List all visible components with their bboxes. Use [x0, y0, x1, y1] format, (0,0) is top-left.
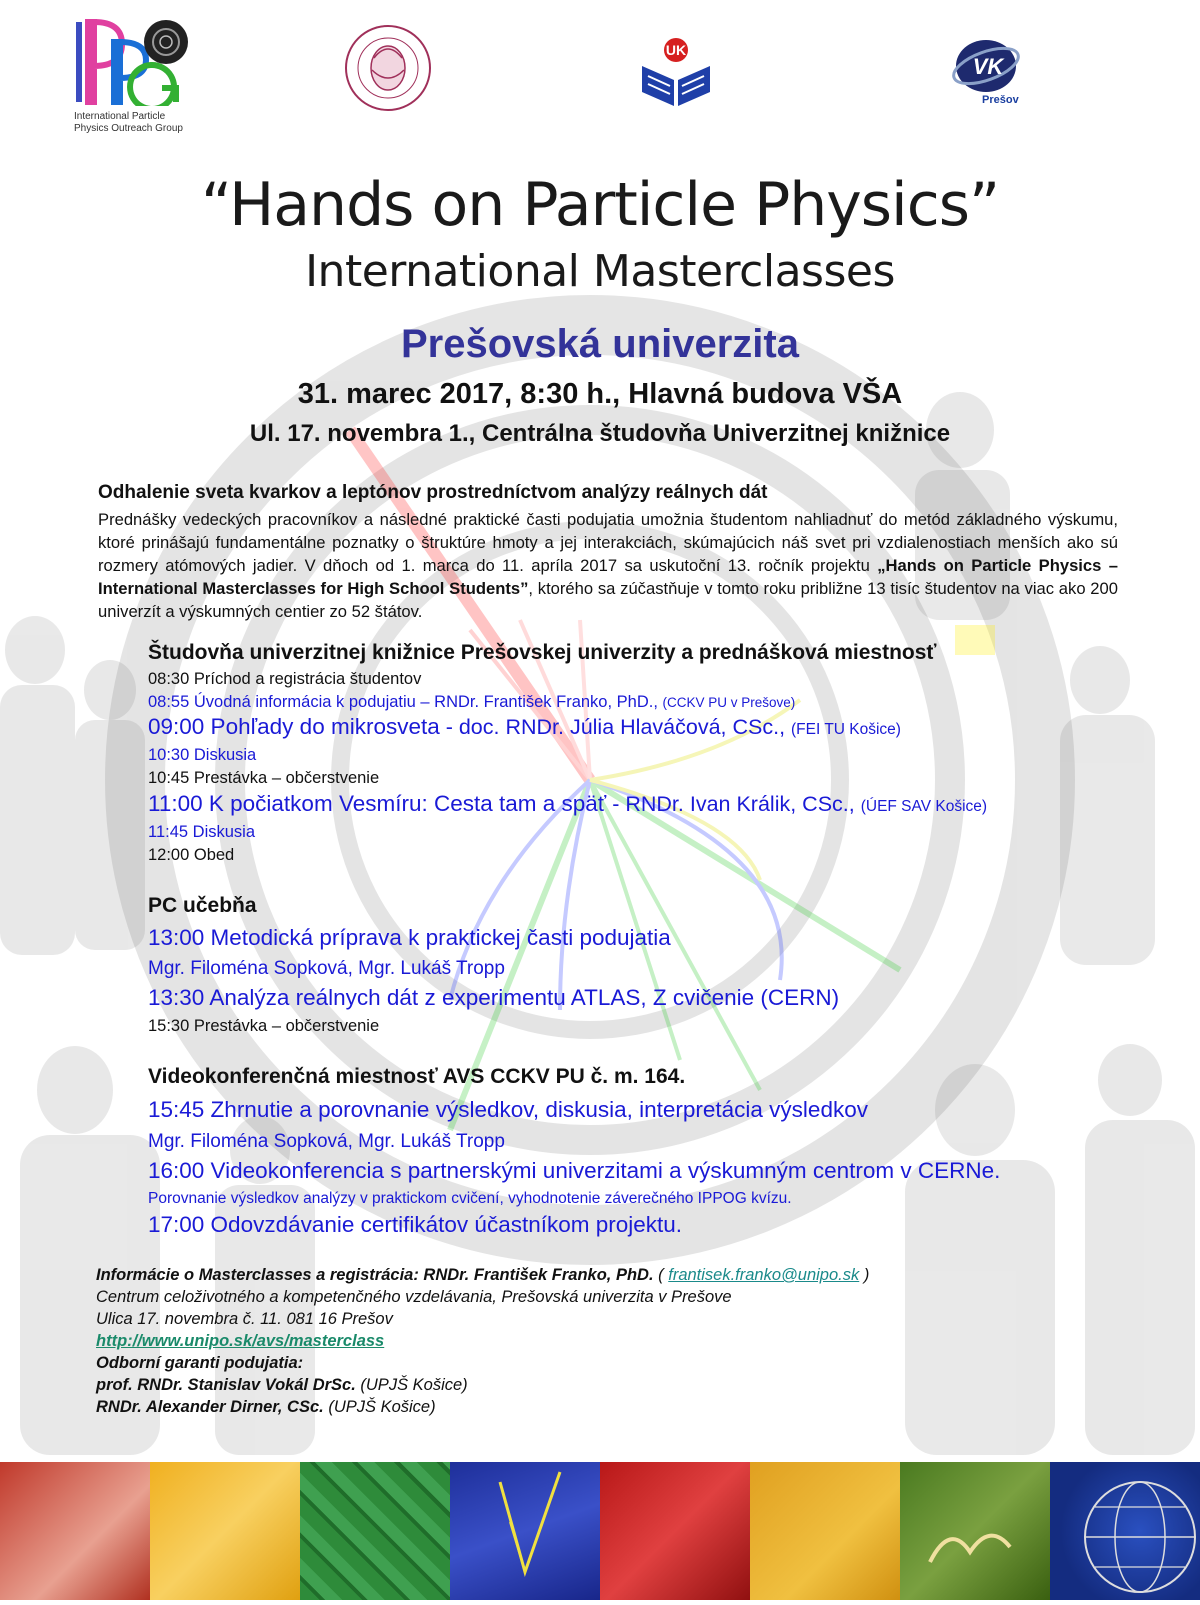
contact-info [96, 1264, 1096, 1418]
formula-emc2-icon [900, 1462, 1050, 1600]
vk-caption: Prešov [982, 94, 1019, 106]
event-address: Ul. 17. novembra 1., Centrálna študovňa Univerzitnej knižnice [249, 420, 951, 447]
guarantor-item [96, 1396, 1096, 1418]
section-heading: Študovňa univerzitnej knižnice Prešovskej univerzity a prednášková miestnosť [148, 641, 937, 664]
schedule-item: 12:00 Obed [148, 846, 235, 864]
schedule-item: 10:30 Diskusia [148, 746, 257, 764]
postal-address: Ulica 17. novembra č. 11. 081 16 Prešov [96, 1310, 393, 1328]
intro-paragraph [98, 508, 1118, 623]
lecture-affiliation: (ÚEF SAV Košice) [860, 798, 988, 815]
schedule-item-lecture [148, 714, 901, 740]
intro-heading: Odhalenie sveta kvarkov a leptónov prostredníctvom analýzy reálnych dát [98, 482, 768, 503]
schedule-item-note: Porovnanie výsledkov analýzy v praktickom cvičení, vyhodnotenie záverečného IPPOG kvízu. [148, 1190, 792, 1207]
paren: ) [859, 1266, 870, 1284]
schedule-item-speakers: Mgr. Filoména Sopková, Mgr. Lukáš Tropp [148, 958, 505, 979]
schedule-item: 11:45 Diskusia [148, 823, 256, 841]
schedule-item-text: 08:55 Úvodná informácia k podujatiu – RNDr. František Franko, PhD., [148, 693, 663, 711]
uk-logo-text: UK [665, 42, 687, 58]
schedule-item: 17:00 Odovzdávanie certifikátov účastníkom projektu. [148, 1212, 683, 1237]
ippog-caption-line2: Physics Outreach Group [74, 123, 183, 134]
intro-text-2: , ktorého sa zúčastňuje v tomto roku približne 13 tisíc študentov na viac ako 200 univerzít a výskumných centier zo 52 štátov. [98, 579, 1118, 621]
ippog-logo [74, 18, 204, 133]
schedule-item: 13:30 Analýza reálnych dát z experimentu ATLAS, Z cvičenie (CERN) [148, 985, 840, 1010]
decorative-image-strip [0, 1462, 1200, 1600]
schedule-item-affiliation: (CCKV PU v Prešove) [662, 695, 796, 710]
vk-presov-logo [952, 34, 1032, 114]
green-panel [300, 1462, 450, 1600]
guarantor-name: prof. RNDr. Stanislav Vokál DrSc. [96, 1376, 356, 1394]
lecture-speaker: - doc. RNDr. Júlia Hlaváčová, CSc., [439, 715, 792, 739]
lecture-speaker: - RNDr. Ivan Králik, CSc., [606, 792, 861, 816]
blue-event-panel [450, 1462, 600, 1600]
contact-label: Informácie o Masterclasses a registrácia: RNDr. František Franko, PhD. [96, 1266, 654, 1284]
guarantors-heading: Odborní garanti podujatia: [96, 1354, 304, 1372]
intro-project-name: „Hands on Particle Physics – International Masterclasses for High School Students” [98, 556, 1118, 598]
schedule-item: 08:30 Príchod a registrácia študentov [148, 670, 422, 688]
contact-line [96, 1264, 1096, 1286]
lecture-affiliation: (FEI TU Košice) [791, 721, 901, 738]
subtitle: International Masterclasses [305, 246, 895, 297]
university-name: Prešovská univerzita [401, 322, 799, 366]
guarantor-name: RNDr. Alexander Dirner, CSc. [96, 1398, 324, 1416]
schedule-item: 13:00 Metodická príprava k praktickej časti podujatia [148, 925, 671, 950]
globe-panel [1050, 1462, 1200, 1600]
schedule-item: 16:00 Videokonferencia s partnerskými univerzitami a výskumným centrom v CERNe. [148, 1158, 1001, 1183]
website-link[interactable]: http://www.unipo.sk/avs/masterclass [96, 1332, 385, 1350]
yellow-panel [150, 1462, 300, 1600]
organization-line: Centrum celoživotného a kompetenčného vzdelávania, Prešovská univerzita v Prešove [96, 1288, 732, 1306]
uk-library-logo [640, 36, 712, 108]
guarantor-institution: (UPJŠ Košice) [355, 1376, 468, 1394]
schedule-item-lecture [148, 791, 987, 817]
paren: ( [653, 1266, 669, 1284]
vk-logo-text: VK [972, 54, 1004, 79]
guarantor-item [96, 1374, 1096, 1396]
event-date: 31. marec 2017, 8:30 h., Hlavná budova VŠA [297, 378, 903, 410]
ippog-mark-icon [74, 18, 189, 106]
formula-panel [900, 1462, 1050, 1600]
ippog-caption-line1: International Particle [74, 111, 166, 122]
schedule-item: 15:30 Prestávka – občerstvenie [148, 1017, 380, 1035]
schedule-item-speakers: Mgr. Filoména Sopková, Mgr. Lukáš Tropp [148, 1131, 505, 1152]
email-link[interactable]: frantisek.franko@unipo.sk [668, 1266, 860, 1284]
einstein-panel [0, 1462, 150, 1600]
university-seal-logo [344, 24, 432, 112]
section-heading: Videokonferenčná miestnosť AVS CCKV PU č. m. 164. [148, 1065, 686, 1088]
red-panel [600, 1462, 750, 1600]
schedule-item [148, 693, 795, 712]
ippog-caption [74, 111, 204, 135]
main-title: “Hands on Particle Physics” [200, 170, 1000, 240]
track-diagram-icon [450, 1462, 600, 1600]
schedule-item: 15:45 Zhrnutie a porovnanie výsledkov, diskusia, interpretácia výsledkov [148, 1097, 868, 1122]
globe-icon [1050, 1462, 1200, 1600]
guarantor-institution: (UPJŠ Košice) [323, 1398, 436, 1416]
intro-text-1: Prednášky vedeckých pracovníkov a následné praktické časti podujatia umožnia študentom nahliadnuť do metód základného výskumu, ktoré prinášajú fundamentálne poznatky o štruktúre hmoty a jej interakciách, skúmajúcich náš svet pri vzdialenostiach menších ako sú rozmery atómových jadier. V dňoch od 1. marca do 11. apríla 2017 sa uskutoční 13. ročník projektu [98, 510, 1118, 575]
section-heading: PC učebňa [148, 894, 257, 917]
schedule-item: 10:45 Prestávka – občerstvenie [148, 769, 380, 787]
lecture-title: 11:00 K počiatkom Vesmíru: Cesta tam a späť [148, 791, 607, 816]
orange-panel [750, 1462, 900, 1600]
lecture-title: 09:00 Pohľady do mikrosveta [148, 714, 440, 739]
